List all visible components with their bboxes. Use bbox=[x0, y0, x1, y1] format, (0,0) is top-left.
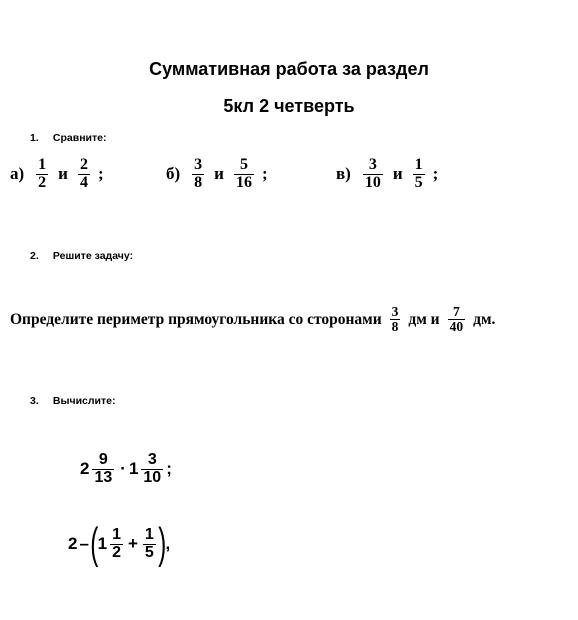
item-label: а) bbox=[10, 164, 25, 184]
mixed-number bbox=[80, 452, 117, 487]
unit-text: дм. bbox=[473, 310, 496, 328]
minus-sign: – bbox=[79, 534, 89, 553]
item-label: в) bbox=[336, 164, 351, 184]
whole-part: 1 bbox=[97, 534, 108, 553]
fraction bbox=[143, 527, 156, 562]
denominator: 4 bbox=[79, 173, 88, 191]
denominator: 5 bbox=[414, 173, 423, 191]
whole-part: 2 bbox=[80, 459, 90, 479]
denominator: 8 bbox=[194, 173, 203, 191]
item-label: б) bbox=[166, 164, 181, 184]
denominator: 2 bbox=[38, 173, 47, 191]
denominator: 40 bbox=[449, 319, 464, 335]
fraction bbox=[192, 157, 204, 192]
mixed-number bbox=[129, 452, 166, 487]
numerator: 9 bbox=[98, 451, 108, 468]
semicolon: ; bbox=[261, 164, 268, 184]
fraction bbox=[363, 157, 383, 192]
fraction bbox=[78, 157, 90, 192]
semicolon: ; bbox=[166, 459, 172, 479]
minuend: 2 bbox=[68, 534, 78, 553]
fraction bbox=[234, 157, 254, 192]
numerator: 2 bbox=[79, 156, 88, 173]
denominator: 10 bbox=[143, 468, 162, 486]
numerator: 3 bbox=[391, 304, 399, 319]
comma: , bbox=[165, 534, 171, 553]
compare-item-c bbox=[336, 157, 438, 192]
numerator: 3 bbox=[147, 451, 157, 468]
numerator: 3 bbox=[368, 156, 377, 173]
question-2-number: 2. bbox=[30, 250, 39, 262]
question-1-text: Сравните: bbox=[52, 132, 107, 144]
task-text: Определите периметр прямоугольника со сторонами bbox=[10, 310, 382, 328]
question-1-items bbox=[0, 157, 578, 207]
conjunction: и bbox=[392, 164, 403, 184]
question-2-text: Решите задачу: bbox=[52, 250, 134, 262]
conjunction: и bbox=[58, 164, 68, 184]
question-1-heading bbox=[30, 132, 107, 144]
denominator: 5 bbox=[144, 543, 154, 561]
fraction bbox=[413, 157, 425, 192]
fraction bbox=[390, 305, 401, 334]
denominator: 13 bbox=[94, 468, 113, 486]
multiply-sign: · bbox=[120, 459, 126, 479]
compare-item-a bbox=[10, 157, 104, 192]
denominator: 2 bbox=[112, 543, 121, 561]
document-subtitle: 5кл 2 четверть bbox=[223, 96, 355, 116]
question-1-number: 1. bbox=[30, 132, 39, 144]
plus-sign: + bbox=[127, 534, 138, 553]
numerator: 1 bbox=[414, 156, 423, 173]
semicolon: ; bbox=[432, 164, 439, 184]
semicolon: ; bbox=[97, 164, 104, 184]
conjunction: и bbox=[214, 164, 224, 184]
denominator: 8 bbox=[391, 319, 399, 335]
left-parenthesis: ( bbox=[90, 519, 99, 568]
question-3-text: Вычислите: bbox=[52, 395, 116, 407]
unit-text: дм и bbox=[408, 310, 440, 328]
question-3-heading bbox=[30, 395, 115, 407]
right-parenthesis: ) bbox=[158, 519, 167, 568]
fraction bbox=[141, 452, 163, 487]
numerator: 5 bbox=[239, 156, 248, 173]
whole-part: 1 bbox=[128, 459, 139, 479]
fraction bbox=[36, 157, 48, 192]
question-3-number: 3. bbox=[30, 395, 39, 407]
numerator: 3 bbox=[194, 156, 203, 173]
numerator: 1 bbox=[112, 525, 121, 543]
denominator: 10 bbox=[364, 173, 381, 191]
numerator: 1 bbox=[144, 525, 154, 543]
expression-2 bbox=[68, 519, 171, 568]
fraction bbox=[448, 305, 466, 334]
fraction bbox=[92, 452, 114, 487]
fraction bbox=[110, 527, 123, 562]
question-2-heading bbox=[30, 250, 133, 262]
denominator: 16 bbox=[235, 173, 252, 191]
expression-1 bbox=[80, 452, 172, 487]
compare-item-b bbox=[166, 157, 268, 192]
numerator: 7 bbox=[453, 304, 460, 319]
question-2-task bbox=[10, 305, 495, 334]
numerator: 1 bbox=[38, 156, 47, 173]
document-title: Суммативная работа за раздел bbox=[149, 59, 429, 79]
